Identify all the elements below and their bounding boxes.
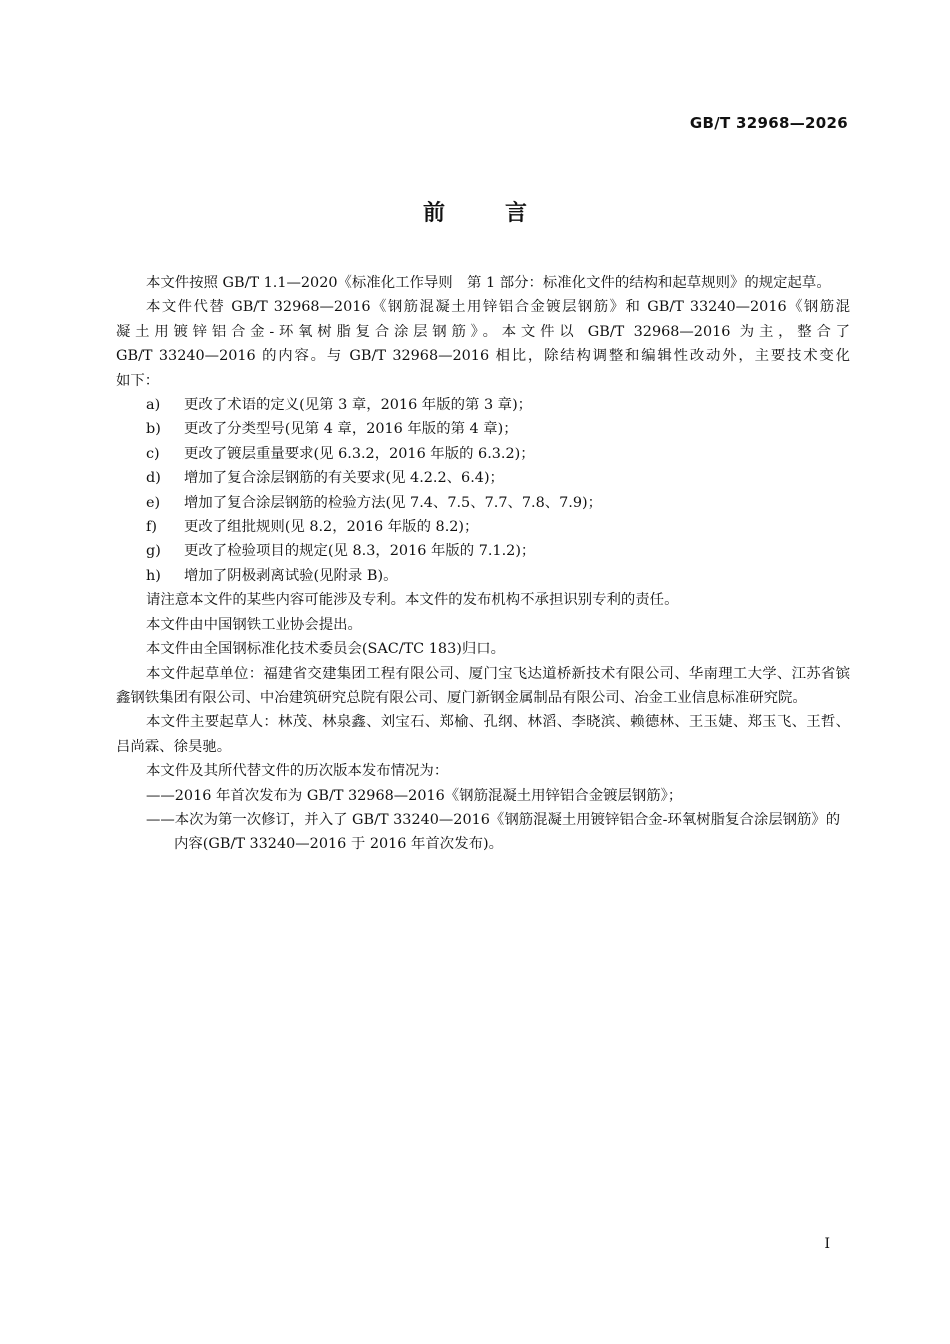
- list-marker: b): [146, 421, 161, 438]
- paragraph-committee: 本文件由全国钢标准化技术委员会(SAC/TC 183)归口。: [146, 641, 506, 658]
- history-list: [116, 784, 850, 857]
- list-item: [116, 539, 850, 563]
- page-title: [0, 196, 950, 227]
- list-item-text: 更改了分类型号(见第 4 章，2016 年版的第 4 章)；: [184, 421, 518, 438]
- history-item: ——2016 年首次发布为 GB/T 32968—2016《钢筋混凝土用锌铝合金镀层钢筋》；: [146, 787, 683, 804]
- list-marker: d): [146, 470, 161, 487]
- list-item-text: 更改了组批规则(见 8.2，2016 年版的 8.2)；: [184, 519, 479, 536]
- list-marker: e): [146, 494, 161, 511]
- paragraph-replacement-line-1: 本文件代替 GB/T 32968—2016《钢筋混凝土用锌铝合金镀层钢筋》和 GB/T 33240—2016《钢筋混: [146, 299, 850, 316]
- paragraph-patent-notice: 请注意本文件的某些内容可能涉及专利。本文件的发布机构不承担识别专利的责任。: [146, 592, 679, 609]
- paragraph-history-intro: 本文件及其所代替文件的历次版本发布情况为：: [146, 763, 449, 780]
- list-item-text: 更改了镀层重量要求(见 6.3.2，2016 年版的 6.3.2)；: [184, 445, 535, 462]
- changes-list: [116, 393, 850, 588]
- list-item: [116, 393, 850, 417]
- list-marker: g): [146, 543, 161, 560]
- paragraph-replacement-line-3: GB/T 33240—2016 的内容。与 GB/T 32968—2016 相比，除结构调整和编辑性改动外，主要技术变化: [116, 348, 850, 365]
- paragraph-drafting-units: 本文件起草单位：福建省交建集团工程有限公司、厦门宝飞达道桥新技术有限公司、华南理工大学、江苏省镔鑫钢铁集团有限公司、中冶建筑研究总院有限公司、厦门新钢金属制品有限公司、冶金工业信息标准研究院。: [116, 665, 850, 706]
- list-item: [116, 564, 850, 588]
- list-item: [116, 442, 850, 466]
- page-number: I: [824, 1236, 830, 1252]
- list-item: [116, 466, 850, 490]
- list-item-text: 增加了复合涂层钢筋的检验方法(见 7.4、7.5、7.7、7.8、7.9)；: [184, 494, 603, 511]
- list-marker: a): [146, 397, 161, 414]
- paragraph-drafting-rules: 本文件按照 GB/T 1.1—2020《标准化工作导则 第 1 部分：标准化文件的结构和起草规则》的规定起草。: [146, 275, 831, 291]
- list-marker: f): [146, 519, 157, 536]
- list-marker: c): [146, 445, 160, 462]
- list-item-text: 更改了检验项目的规定(见 8.3，2016 年版的 7.1.2)；: [184, 543, 536, 560]
- standard-code: GB/T 32968—2026: [689, 114, 848, 132]
- list-item: [116, 491, 850, 515]
- paragraph-replacement: [116, 295, 850, 393]
- paragraph-replacement-line-4: 如下：: [116, 372, 160, 389]
- list-item-text: 增加了复合涂层钢筋的有关要求(见 4.2.2、6.4)；: [184, 470, 504, 487]
- list-marker: h): [146, 567, 161, 584]
- list-item: [116, 417, 850, 441]
- list-item-text: 增加了阴极剥离试验(见附录 B)。: [184, 567, 398, 584]
- paragraph-replacement-line-2: 凝土用镀锌铝合金-环氧树脂复合涂层钢筋》。本文件以 GB/T 32968—2016 为主，整合了: [116, 323, 850, 340]
- paragraph-proposer: 本文件由中国钢铁工业协会提出。: [146, 616, 362, 633]
- foreword-body: [116, 271, 850, 857]
- list-item-text: 更改了术语的定义(见第 3 章，2016 年版的第 3 章)；: [184, 397, 533, 414]
- history-item: ——本次为第一次修订，并入了 GB/T 33240—2016《钢筋混凝土用镀锌铝合金-环氧树脂复合涂层钢筋》的内容(GB/T 33240—2016 于 2016 年首次发布)。: [146, 811, 841, 853]
- paragraph-drafters: 本文件主要起草人：林茂、林泉鑫、刘宝石、郑榆、孔纲、林滔、李晓滨、赖德林、王玉婕、郑玉飞、王哲、吕尚霖、徐昊驰。: [116, 714, 850, 755]
- title-char-1: 前: [422, 201, 445, 226]
- list-item: [116, 515, 850, 539]
- title-char-2: 言: [505, 201, 528, 226]
